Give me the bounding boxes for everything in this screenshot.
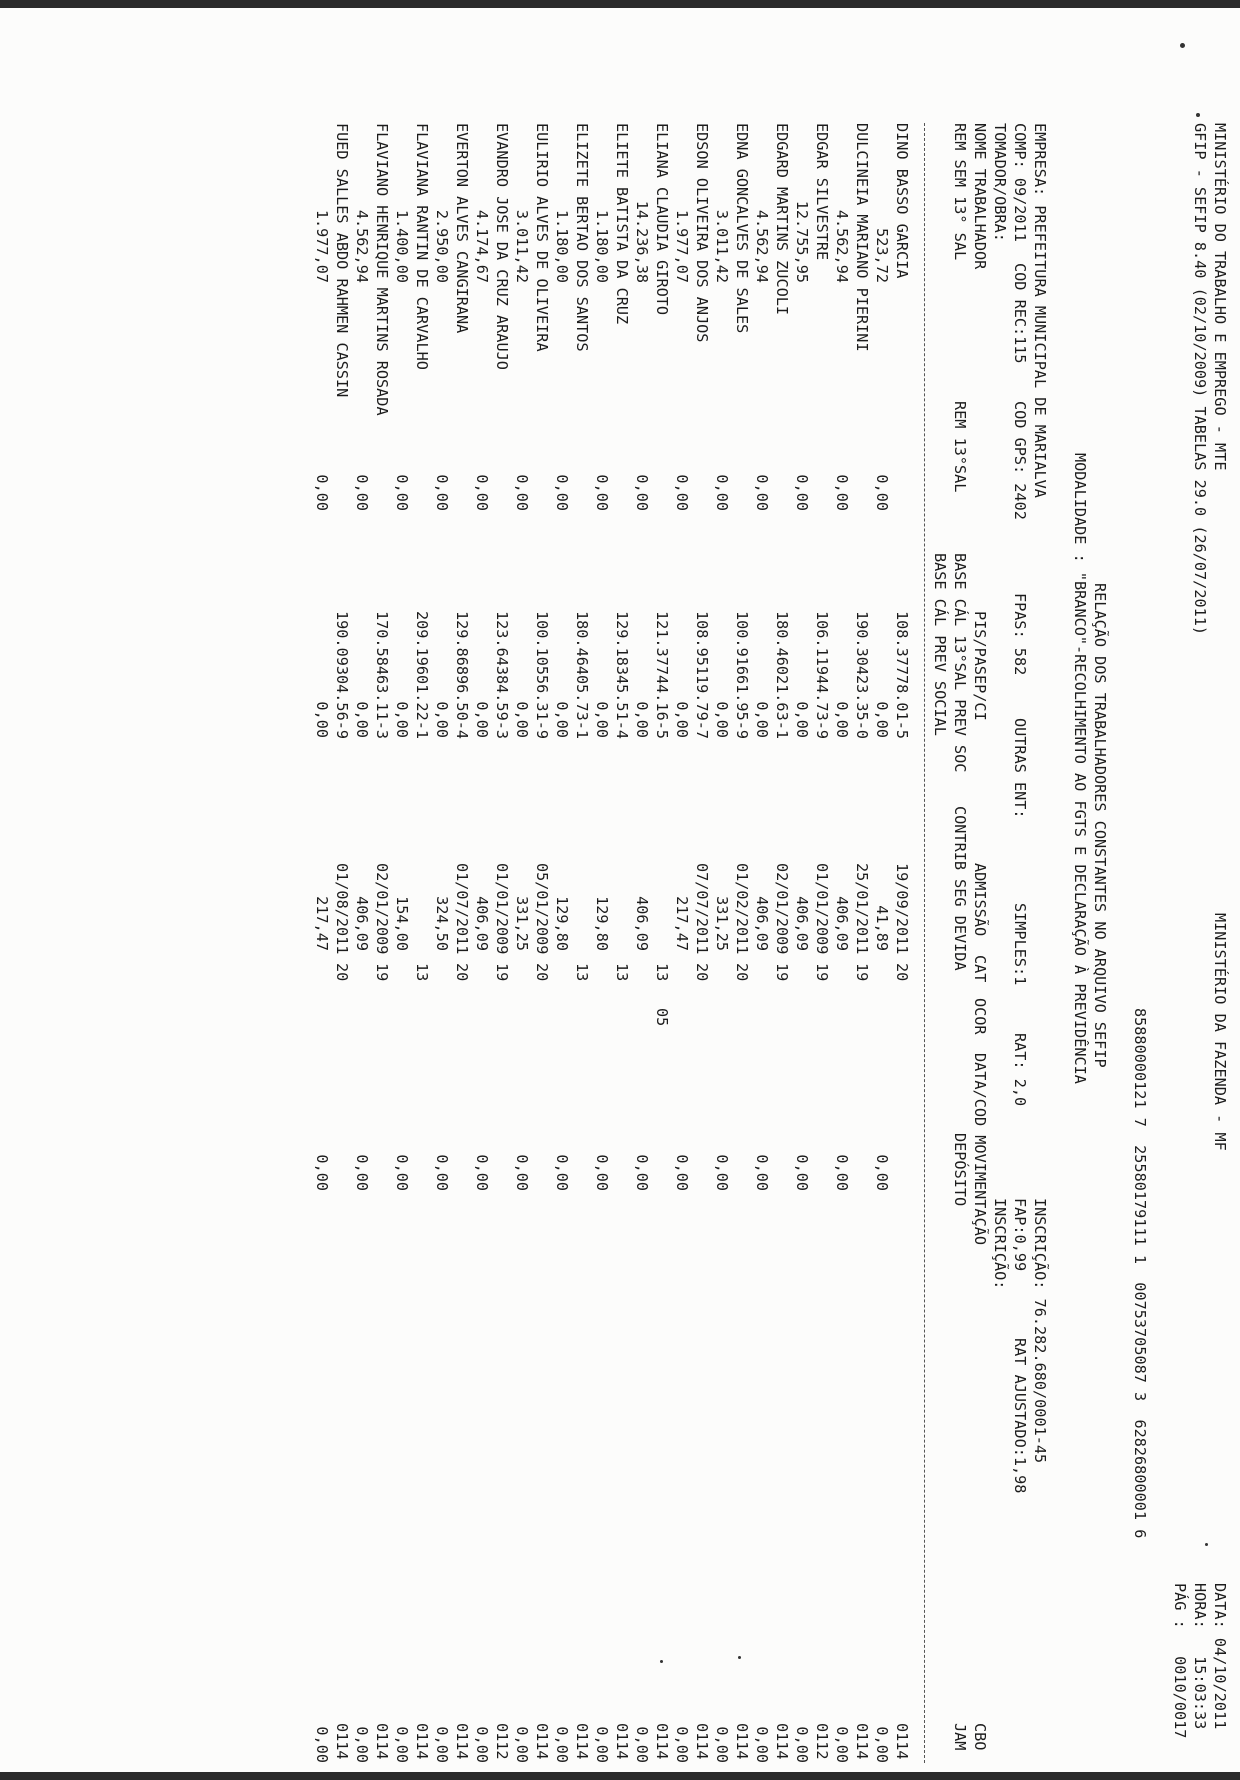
worker-contrib: 406,09 [793,896,811,951]
worker-admission: 02/01/2009 [373,863,391,955]
tomador-obra: TOMADOR/OBRA: [991,123,1009,242]
worker-row-line-1 [772,123,792,1763]
gfip-version: GFIP - SEFIP 8.40 (02/10/2009) TABELAS 29.0 (26/07/2011) [1191,123,1209,636]
worker-base-13: 0,00 [433,701,451,738]
worker-base-13: 0,00 [753,701,771,738]
worker-base-13: 0,00 [593,701,611,738]
company-name: EMPRESA: PREFEITURA MUNICIPAL DE MARIALVA [1031,123,1049,498]
scan-speck [1180,43,1185,48]
worker-cbo: 0112 [813,1723,831,1760]
worker-base-13: 0,00 [353,701,371,738]
col-jam: JAM [951,1723,969,1751]
worker-rem-13: 0,00 [873,474,891,511]
header-line-6 [1070,123,1090,1763]
worker-cbo: 0114 [333,1723,351,1760]
worker-jam: 0,00 [793,1726,811,1763]
col-pis: PIS/PASEP/CI [971,611,989,721]
worker-jam: 0,00 [553,1726,571,1763]
worker-deposito: 0,00 [673,1154,691,1191]
worker-contrib: 406,09 [833,896,851,951]
worker-name: ELIETE BATISTA DA CRUZ [613,123,631,325]
worker-pis: 129.86896.50-4 [453,611,471,740]
worker-row-line-1 [892,123,912,1763]
worker-base-13: 0,00 [513,701,531,738]
worker-cbo: 0114 [893,1723,911,1760]
header-line-5 [1090,123,1110,1763]
worker-rem-sem: 1.180,00 [553,209,571,283]
worker-row-line-2 [312,123,332,1763]
col-admissao: ADMISSÃO [971,863,989,937]
worker-contrib: 406,09 [753,896,771,951]
worker-contrib: 217,47 [673,896,691,951]
worker-name: DINO BASSO GARCIA [893,123,911,279]
worker-row-line-2 [432,123,452,1763]
worker-cat: 20 [693,963,711,982]
worker-contrib: 406,09 [353,896,371,951]
worker-name: FUED SALLES ABDO RAHMEN CASSIN [333,123,351,398]
worker-jam: 0,00 [473,1726,491,1763]
worker-base-13: 0,00 [313,701,331,738]
worker-row-line-1 [812,123,832,1763]
worker-cat: 19 [813,963,831,982]
worker-name: EDGARD MARTINS ZUCOLI [773,123,791,316]
worker-jam: 0,00 [593,1726,611,1763]
header-line-2 [1190,123,1210,1763]
worker-contrib: 406,09 [633,896,651,951]
worker-cat: 20 [893,963,911,982]
worker-jam: 0,00 [833,1726,851,1763]
company-line-2 [1010,123,1030,1763]
worker-rem-13: 0,00 [433,474,451,511]
worker-rem-13: 0,00 [513,474,531,511]
worker-row-line-1 [572,123,592,1763]
scan-speck [1196,113,1200,117]
worker-admission: 19/09/2011 [893,863,911,955]
fpas: FPAS: 582 [1011,593,1029,676]
col-rem-13: REM 13°SAL [951,401,969,493]
worker-jam: 0,00 [513,1726,531,1763]
worker-row-line-2 [672,123,692,1763]
worker-row-line-2 [872,123,892,1763]
worker-row-line-1 [332,123,352,1763]
worker-rem-sem: 523,72 [873,228,891,283]
worker-name: EVANDRO JOSE DA CRUZ ARAUJO [493,123,511,370]
worker-cbo: 0114 [533,1723,551,1760]
col-base-prev: BASE CÁL PREV SOCIAL [931,553,949,736]
worker-contrib: 324,50 [433,896,451,951]
worker-jam: 0,00 [753,1726,771,1763]
worker-base-13: 0,00 [713,701,731,738]
worker-row-line-1 [412,123,432,1763]
worker-row-line-2 [512,123,532,1763]
worker-row-line-1 [452,123,472,1763]
header-separator [924,123,925,1763]
worker-row-line-1 [532,123,552,1763]
worker-contrib: 331,25 [713,896,731,951]
barcode-numbers: 85880000121 7 25580179111 1 00753705087 3 62826800001 6 [1131,1008,1149,1539]
header-line-1 [1210,123,1230,1763]
worker-cat: 20 [733,963,751,982]
worker-pis: 170.58463.11-3 [373,611,391,740]
worker-admission: 07/07/2011 [693,863,711,955]
worker-rem-13: 0,00 [553,474,571,511]
company-line-3 [990,123,1010,1763]
worker-row-line-1 [732,123,752,1763]
worker-contrib: 129,80 [593,896,611,951]
column-header-1 [970,123,990,1763]
report-date: DATA: 04/10/2011 [1211,1583,1229,1730]
worker-deposito: 0,00 [633,1154,651,1191]
worker-rem-13: 0,00 [393,474,411,511]
worker-cat: 20 [453,963,471,982]
column-header-2 [950,123,970,1763]
ministry-mte: MINISTÉRIO DO TRABALHO E EMPREGO - MTE [1211,123,1229,471]
worker-deposito: 0,00 [713,1154,731,1191]
header-line-3 [1170,123,1190,1763]
report-time: HORA: 15:03:33 [1191,1583,1209,1730]
worker-name: EDNA GONCALVES DE SALES [733,123,751,334]
fap: FAP:0,99 [1011,1198,1029,1272]
col-cbo: CBO [971,1723,989,1751]
worker-rem-sem: 1.977,07 [673,209,691,283]
worker-admission: 01/02/2011 [733,863,751,955]
competence: COMP: 09/2011 [1011,123,1029,242]
worker-row-line-2 [472,123,492,1763]
worker-jam: 0,00 [873,1726,891,1763]
worker-pis: 100.10556.31-9 [533,611,551,740]
worker-base-13: 0,00 [833,701,851,738]
worker-cat: 13 [613,963,631,982]
worker-contrib: 41,89 [873,905,891,951]
worker-rem-sem: 12.755,95 [793,200,811,283]
worker-deposito: 0,00 [513,1154,531,1191]
worker-jam: 0,00 [353,1726,371,1763]
worker-row-line-2 [392,123,412,1763]
worker-name: DULCINEIA MARIANO PIERINI [853,123,871,352]
worker-rem-13: 0,00 [673,474,691,511]
worker-rem-sem: 3.011,42 [713,209,731,283]
worker-name: FLAVIANO HENRIQUE MARTINS ROSADA [373,123,391,416]
worker-cbo: 0114 [453,1723,471,1760]
worker-base-13: 0,00 [673,701,691,738]
worker-row-line-2 [592,123,612,1763]
worker-pis: 106.11944.73-9 [813,611,831,740]
worker-rem-sem: 1.400,00 [393,209,411,283]
worker-row-line-2 [752,123,772,1763]
worker-rem-13: 0,00 [633,474,651,511]
worker-name: ELIANA CLAUDIA GIROTO [653,123,671,316]
worker-deposito: 0,00 [393,1154,411,1191]
worker-row-line-2 [792,123,812,1763]
worker-rem-sem: 4.562,94 [753,209,771,283]
worker-base-13: 0,00 [633,701,651,738]
rat-ajustado: RAT AJUSTADO:1,98 [1011,1338,1029,1494]
worker-contrib: 406,09 [473,896,491,951]
worker-contrib: 154,00 [393,896,411,951]
worker-pis: 180.46021.63-1 [773,611,791,740]
worker-name: EDSON OLIVEIRA DOS ANJOS [693,123,711,343]
col-cat: CAT [971,955,989,983]
worker-cat: 19 [773,963,791,982]
worker-ocor: 05 [653,1008,671,1027]
column-header-3 [930,123,950,1763]
worker-base-13: 0,00 [873,701,891,738]
worker-deposito: 0,00 [793,1154,811,1191]
worker-rem-sem: 1.977,07 [313,209,331,283]
worker-row-line-1 [612,123,632,1763]
worker-cbo: 0112 [493,1723,511,1760]
worker-deposito: 0,00 [313,1154,331,1191]
ministry-mf: MINISTÉRIO DA FAZENDA - MF [1211,913,1229,1151]
worker-admission: 02/01/2009 [773,863,791,955]
worker-admission: 05/01/2009 [533,863,551,955]
worker-cbo: 0114 [573,1723,591,1760]
worker-deposito: 0,00 [553,1154,571,1191]
worker-admission: 01/01/2009 [493,863,511,955]
worker-cbo: 0114 [373,1723,391,1760]
col-nome: NOME TRABALHADOR [971,123,989,270]
worker-row-line-2 [552,123,572,1763]
worker-rem-sem: 3.011,42 [513,209,531,283]
scanned-page [0,8,1240,1772]
worker-deposito: 0,00 [593,1154,611,1191]
company-cnpj: INSCRIÇÃO: 76.282.680/0001-45 [1031,1198,1049,1464]
report-title: RELAÇÃO DOS TRABALHADORES CONSTANTES NO ARQUIVO SEFIP [1091,583,1109,1068]
worker-base-13: 0,00 [473,701,491,738]
col-rem-sem: REM SEM 13° SAL [951,123,969,261]
col-deposito: DEPÓSITO [951,1133,969,1207]
worker-cat: 13 [573,963,591,982]
worker-row-line-1 [852,123,872,1763]
worker-admission: 01/07/2011 [453,863,471,955]
rotated-report [150,123,1230,1763]
worker-cat: 20 [533,963,551,982]
cod-rec: COD REC:115 [1011,263,1029,364]
col-contrib: CONTRIB SEG DEVIDA [951,806,969,971]
col-base-13: BASE CÁL 13°SAL PREV SOC [951,553,969,773]
worker-admission: 01/08/2011 [333,863,351,955]
cod-gps: COD GPS: 2402 [1011,401,1029,520]
worker-rem-sem: 4.174,67 [473,209,491,283]
worker-jam: 0,00 [393,1726,411,1763]
worker-pis: 129.18345.51-4 [613,611,631,740]
worker-rem-sem: 4.562,94 [353,209,371,283]
worker-rem-13: 0,00 [593,474,611,511]
worker-cat: 19 [853,963,871,982]
header-line-4 [1130,123,1150,1763]
company-line-1 [1030,123,1050,1763]
worker-rem-13: 0,00 [753,474,771,511]
worker-cbo: 0114 [853,1723,871,1760]
worker-cbo: 0114 [413,1723,431,1760]
worker-cat: 19 [493,963,511,982]
worker-rem-sem: 2.950,00 [433,209,451,283]
worker-rem-13: 0,00 [713,474,731,511]
rat: RAT: 2,0 [1011,1033,1029,1107]
worker-row-line-1 [692,123,712,1763]
worker-jam: 0,00 [313,1726,331,1763]
worker-pis: 108.95119.79-7 [693,611,711,740]
worker-row-line-1 [372,123,392,1763]
worker-name: EDGAR SILVESTRE [813,123,831,261]
worker-contrib: 217,47 [313,896,331,951]
worker-rem-13: 0,00 [353,474,371,511]
report-modality: MODALIDADE : "BRANCO"-RECOLHIMENTO AO FGTS E DECLARAÇÃO À PREVIDÊNCIA [1071,453,1089,1084]
simples: SIMPLES:1 [1011,903,1029,986]
worker-rem-sem: 4.562,94 [833,209,851,283]
worker-base-13: 0,00 [553,701,571,738]
worker-cbo: 0114 [613,1723,631,1760]
worker-jam: 0,00 [633,1726,651,1763]
outras-ent: OUTRAS ENT: [1011,718,1029,819]
worker-deposito: 0,00 [873,1154,891,1191]
worker-name: FLAVIANA RANTIN DE CARVALHO [413,123,431,370]
worker-cat: 13 [653,963,671,982]
worker-deposito: 0,00 [473,1154,491,1191]
worker-contrib: 331,25 [513,896,531,951]
worker-deposito: 0,00 [433,1154,451,1191]
worker-jam: 0,00 [713,1726,731,1763]
worker-row-line-2 [632,123,652,1763]
col-ocor: OCOR [971,998,989,1035]
worker-cbo: 0114 [653,1723,671,1760]
worker-rem-13: 0,00 [793,474,811,511]
worker-name: ELIZETE BERTAO DOS SANTOS [573,123,591,352]
worker-cbo: 0114 [773,1723,791,1760]
worker-pis: 209.19601.22-1 [413,611,431,740]
worker-pis: 190.30423.35-0 [853,611,871,740]
worker-pis: 108.37778.01-5 [893,611,911,740]
worker-pis: 180.46405.73-1 [573,611,591,740]
worker-name: EULIRIO ALVES DE OLIVEIRA [533,123,551,352]
worker-deposito: 0,00 [353,1154,371,1191]
worker-contrib: 129,80 [553,896,571,951]
worker-row-line-2 [712,123,732,1763]
worker-pis: 121.37744.16-5 [653,611,671,740]
worker-cbo: 0114 [733,1723,751,1760]
worker-rem-13: 0,00 [473,474,491,511]
worker-pis: 100.91661.95-9 [733,611,751,740]
worker-cat: 13 [413,963,431,982]
worker-name: EVERTON ALVES CANGIRANA [453,123,471,334]
worker-row-line-2 [352,123,372,1763]
worker-rem-13: 0,00 [313,474,331,511]
worker-deposito: 0,00 [753,1154,771,1191]
worker-cbo: 0114 [693,1723,711,1760]
page-number: PÁG : 0010/0017 [1171,1583,1189,1739]
worker-row-line-1 [492,123,512,1763]
worker-rem-sem: 1.180,00 [593,209,611,283]
worker-base-13: 0,00 [393,701,411,738]
worker-pis: 123.64384.59-3 [493,611,511,740]
col-data-cod: DATA/COD MOVIMENTAÇÃO [971,1053,989,1246]
worker-pis: 190.09304.56-9 [333,611,351,740]
worker-base-13: 0,00 [793,701,811,738]
worker-cat: 20 [333,963,351,982]
worker-admission: 01/01/2009 [813,863,831,955]
worker-cat: 19 [373,963,391,982]
tomador-inscricao: INSCRIÇÃO: [991,1198,1009,1290]
worker-deposito: 0,00 [833,1154,851,1191]
worker-row-line-2 [832,123,852,1763]
worker-row-line-1 [652,123,672,1763]
worker-rem-sem: 14.236,38 [633,200,651,283]
worker-jam: 0,00 [673,1726,691,1763]
worker-jam: 0,00 [433,1726,451,1763]
worker-admission: 25/01/2011 [853,863,871,955]
worker-rem-13: 0,00 [833,474,851,511]
